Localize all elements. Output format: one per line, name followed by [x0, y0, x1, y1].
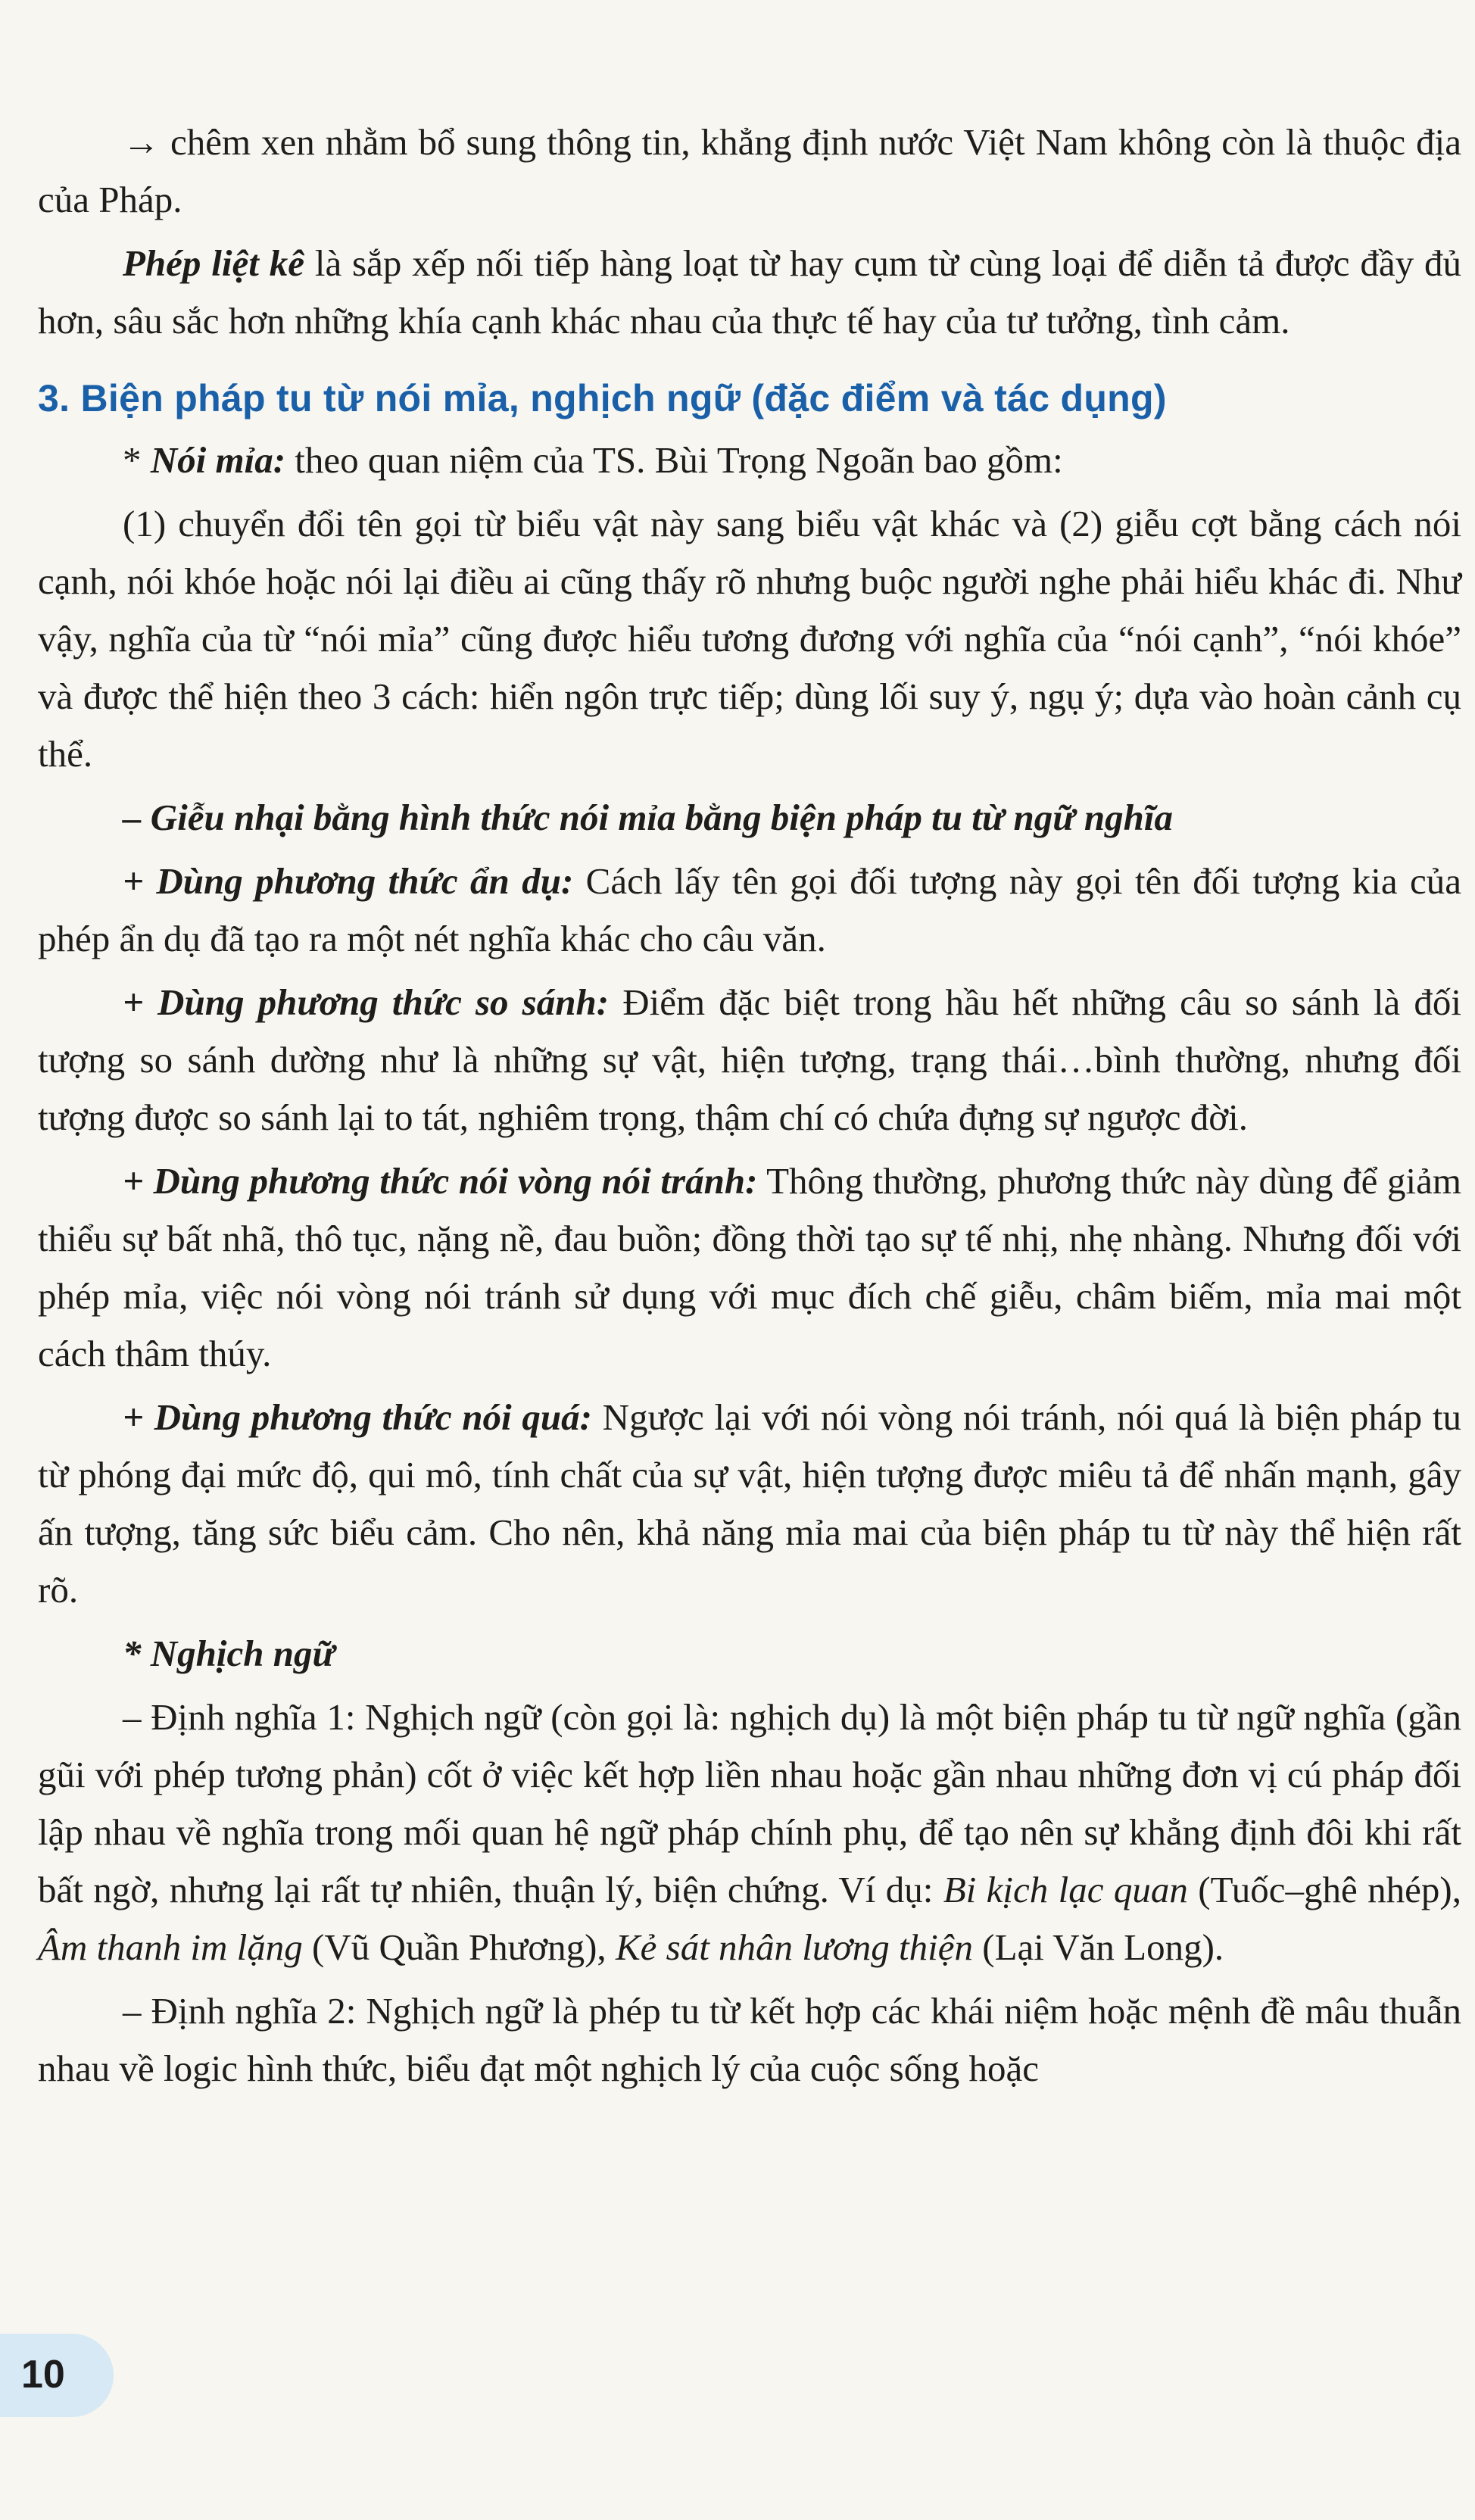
example-title: Bi kịch lạc quan	[943, 1869, 1188, 1910]
paragraph-text: – Định nghĩa 2: Nghịch ngữ là phép tu từ kết hợp các khái niệm hoặc mệnh đề mâu thuẫn nhau về logic hình thức, biểu đạt một nghịch lý của cuộc sống hoặc	[38, 1990, 1461, 2089]
paragraph-noi-qua	[38, 1389, 1461, 1619]
section-heading: 3. Biện pháp tu từ nói mỉa, nghịch ngữ (đặc điểm và tác dụng)	[38, 377, 1167, 419]
paragraph-an-du	[38, 853, 1461, 968]
paragraph-noi-vong	[38, 1152, 1461, 1383]
paragraph-liet-ke	[38, 235, 1461, 350]
example-source: (Vũ Quần Phương),	[302, 1926, 616, 1968]
term-noi-mia: Nói mỉa:	[150, 439, 286, 481]
paragraph-nghich-ngu-def2	[38, 1982, 1461, 2097]
term-noi-vong: + Dùng phương thức nói vòng nói tránh:	[123, 1160, 758, 1202]
page-body	[38, 114, 1461, 2104]
paragraph-text: → chêm xen nhằm bổ sung thông tin, khẳng định nước Việt Nam không còn là thuộc địa của Pháp.	[38, 121, 1461, 220]
subheading-gieu-nhai: – Giễu nhại bằng hình thức nói mỉa bằng biện pháp tu từ ngữ nghĩa	[123, 797, 1173, 838]
paragraph-text: Ngược lại với nói vòng nói tránh, nói quá là biện pháp tu từ phóng đại mức độ, qui mô, tính chất của sự vật, hiện tượng được miêu tả để nhấn mạnh, gây ấn tượng, tăng sức biểu cảm. Cho nên, khả năng mỉa mai của biện pháp tu từ này thể hiện rất rõ.	[38, 1396, 1462, 1611]
paragraph-nghich-ngu-def1	[38, 1689, 1461, 1976]
term-an-du: + Dùng phương thức ẩn dụ:	[123, 860, 574, 902]
paragraph-text: là sắp xếp nối tiếp hàng loạt từ hay cụm từ cùng loại để diễn tả được đầy đủ hơn, sâu sắc hơn những khía cạnh khác nhau của thực tế hay của tư tưởng, tình cảm.	[38, 242, 1461, 342]
paragraph-text: Cách lấy tên gọi đối tượng này gọi tên đối tượng kia của phép ẩn dụ đã tạo ra một nét nghĩa khác cho câu văn.	[38, 860, 1461, 959]
term-noi-qua: + Dùng phương thức nói quá:	[123, 1396, 592, 1438]
paragraph-noi-mia-definition	[38, 495, 1461, 783]
paragraph-noi-mia-intro	[38, 432, 1461, 489]
page-number-tab	[0, 2334, 114, 2417]
bullet-star: *	[123, 439, 151, 481]
example-title: Âm thanh im lặng	[38, 1926, 303, 1968]
term-so-sanh: + Dùng phương thức so sánh:	[123, 981, 610, 1023]
page-number: 10	[21, 2353, 65, 2397]
example-source: (Tuốc–ghê nhép),	[1187, 1869, 1461, 1910]
example-source: (Lại Văn Long).	[973, 1926, 1224, 1968]
term-liet-ke: Phép liệt kê	[123, 242, 304, 284]
paragraph-text: Thông thường, phương thức này dùng để giảm thiểu sự bất nhã, thô tục, nặng nề, đau buồn; đồng thời tạo sự tế nhị, nhẹ nhàng. Nhưng đối với phép mỉa, việc nói vòng nói tránh sử dụng với mục đích chế giễu, châm biếm, mỉa mai một cách thâm thúy.	[38, 1160, 1461, 1374]
paragraph-text: (1) chuyển đổi tên gọi từ biểu vật này sang biểu vật khác và (2) giễu cợt bằng cách nói cạnh, nói khóe hoặc nói lại điều ai cũng thấy rõ nhưng buộc người nghe phải hiểu khác đi. Như vậy, nghĩa của từ “nói mỉa” cũng được hiểu tương đương với nghĩa của “nói cạnh”, “nói khóe” và được thể hiện theo 3 cách: hiển ngôn trực tiếp; dùng lối suy ý, ngụ ý; dựa vào hoàn cảnh cụ thể.	[38, 503, 1461, 775]
subheading-nghich-ngu: * Nghịch ngữ	[123, 1633, 335, 1674]
paragraph-text: – Định nghĩa 1: Nghịch ngữ (còn gọi là: nghịch dụ) là một biện pháp tu từ ngữ nghĩa (gần gũi với phép tương phản) cốt ở việc kết hợp liền nhau hoặc gần nhau những đơn vị cú pháp đối lập nhau về nghĩa trong mối quan hệ ngữ pháp chính phụ, để tạo nên sự khẳng định đôi khi rất bất ngờ, nhưng lại rất tự nhiên, thuận lý, biện chứng. Ví dụ:	[38, 1696, 1461, 1910]
paragraph-text: Điểm đặc biệt trong hầu hết những câu so sánh là đối tượng so sánh dường như là những sự vật, hiện tượng, trạng thái…bình thường, nhưng đối tượng được so sánh lại to tát, nghiêm trọng, thậm chí có chứa đựng sự ngược đời.	[38, 981, 1461, 1138]
paragraph-text: theo quan niệm của TS. Bùi Trọng Ngoãn bao gồm:	[285, 439, 1063, 481]
example-title: Kẻ sát nhân lương thiện	[615, 1926, 974, 1968]
paragraph-so-sanh	[38, 974, 1461, 1146]
paragraph-chem-xen	[38, 114, 1461, 229]
